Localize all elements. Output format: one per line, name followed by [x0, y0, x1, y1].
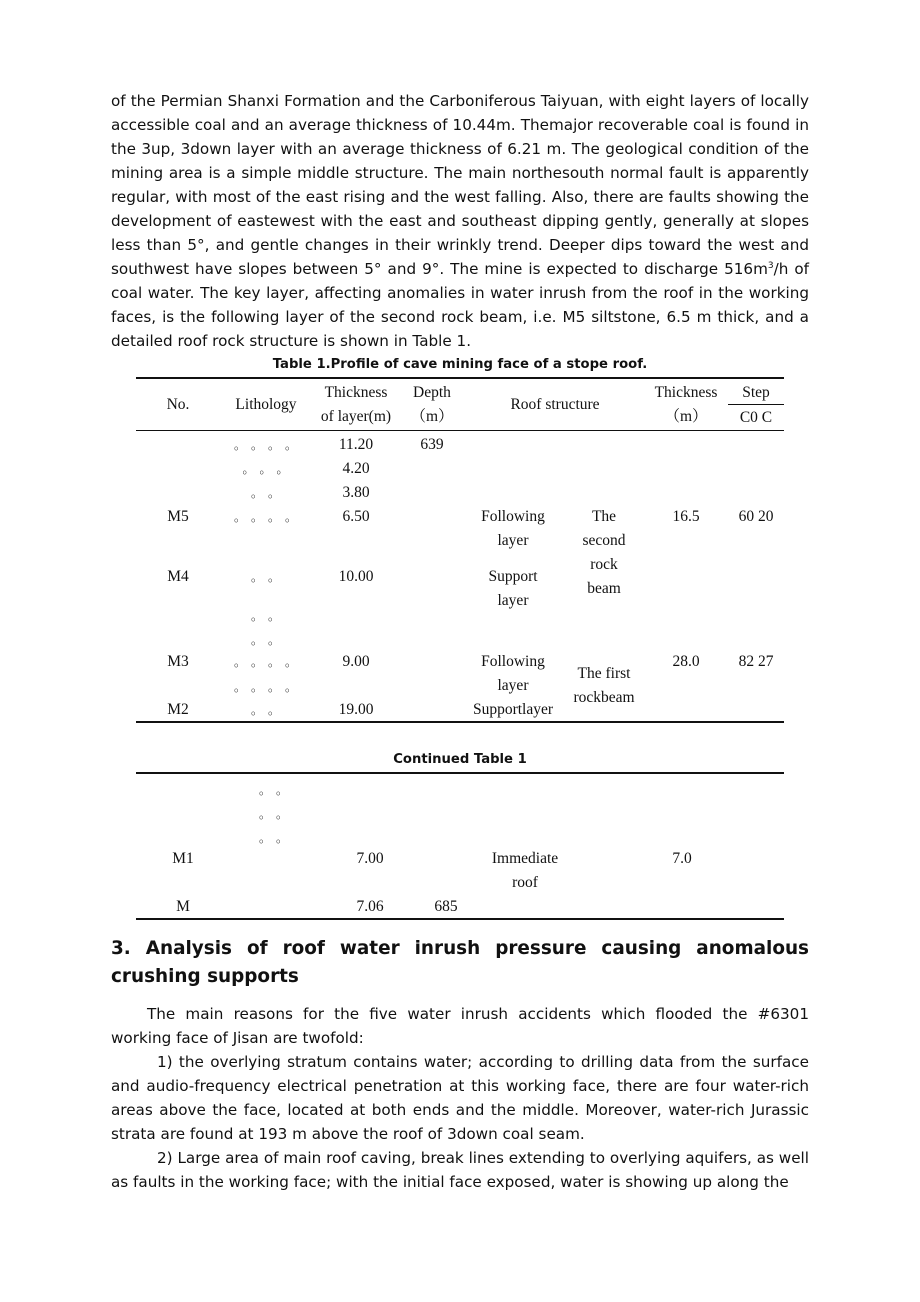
thickness-cell: 3.80: [342, 484, 370, 501]
roof-role: roof: [512, 874, 538, 891]
thickness-cell: 11.20: [338, 436, 374, 453]
rock-beam-label: second: [582, 532, 626, 549]
layer-number: M4: [167, 568, 189, 585]
roof-role: Following: [481, 508, 545, 525]
layer-number: M: [176, 898, 190, 915]
intro-text-b: /h of coal water. The key layer, affecting anomalies in water inrush from the roof in the working faces, is the following layer of the second rock beam, i.e. M5 siltstone, 6.5 m thick, and a detailed roof rock structure is shown in Table 1.: [111, 260, 809, 350]
lithology-symbol: 。 。: [250, 609, 281, 623]
total-thickness: 7.0: [672, 850, 692, 867]
thickness-cell: 9.00: [342, 653, 370, 670]
rock-beam-label: The: [591, 508, 617, 525]
lithology-symbol: 。 。 。 。: [233, 655, 298, 669]
layer-number: M2: [167, 701, 189, 718]
header-no: No.: [166, 396, 190, 413]
section3-paragraph-3: 2) Large area of main roof caving, break lines extending to overlying aquifers, as well as faults in the working face; with the initial face exposed, water is showing up along the: [111, 1149, 809, 1191]
table1-header-rule: [136, 430, 784, 431]
table1-cont-top-rule: [136, 772, 784, 774]
lithology-symbol: 。 。: [250, 570, 281, 584]
header-step-sub: C0 C: [739, 409, 773, 426]
header-depth-2: （m）: [410, 408, 454, 425]
rock-beam-label: rockbeam: [573, 689, 635, 706]
intro-paragraph: [111, 89, 809, 353]
roof-role: layer: [497, 677, 529, 694]
header-lithology: Lithology: [235, 396, 297, 413]
section3-paragraph-2: 1) the overlying stratum contains water; according to drilling data from the surface and audio-frequency electrical penetration at this working face, there are four water-rich areas above the face, located at both ends and the middle. Moreover, water-rich Jurassic strata are found at 193 m above the roof of 3down coal seam.: [111, 1053, 809, 1143]
header-step: Step: [742, 384, 770, 401]
header-thickness-layer-2: of layer(m): [320, 408, 392, 425]
header-roof-structure: Roof structure: [510, 396, 600, 413]
lithology-symbol: 。 。: [250, 703, 281, 717]
header-thickness-layer-1: Thickness: [324, 384, 388, 401]
intro-text-a: of the Permian Shanxi Formation and the Carboniferous Taiyuan, with eight layers of locally accessible coal and an average thickness of 10.44m. Themajor recoverable coal is found in the 3up, 3down layer with an average thickness of 6.21 m. The geological condition of the mining area is a simple middle structure. The main northesouth normal fault is apparently regular, with most of the east rising and the west falling. Also, there are faults showing the development of eastewest with the east and southeast dipping gently, generally at slopes less than 5°, and gentle changes in their wrinkly trend. Deeper dips toward the west and southwest have slopes between 5° and 9°. The mine is expected to discharge 516m: [111, 92, 809, 278]
depth-cell: 639: [420, 436, 444, 453]
layer-number: M5: [167, 508, 189, 525]
header-thickness-1: Thickness: [654, 384, 718, 401]
lithology-symbol: 。 。 。 。: [233, 510, 298, 524]
header-depth-1: Depth: [413, 384, 451, 401]
rock-beam-label: beam: [587, 580, 621, 597]
thickness-cell: 10.00: [338, 568, 374, 585]
step-value: 82 27: [738, 653, 774, 670]
thickness-cell: 7.00: [356, 850, 384, 867]
depth-cell: 685: [434, 898, 458, 915]
lithology-symbol: 。 。: [250, 633, 281, 647]
rock-beam-label: rock: [590, 556, 618, 573]
thickness-cell: 4.20: [342, 460, 370, 477]
total-thickness: 28.0: [672, 653, 700, 670]
roof-role: Supportlayer: [472, 701, 554, 718]
thickness-cell: 6.50: [342, 508, 370, 525]
table1-caption: Table 1.Profile of cave mining face of a stope roof.: [272, 357, 648, 372]
intro-superscript: 3: [767, 260, 774, 271]
lithology-symbol: 。 。: [250, 486, 281, 500]
roof-role: Support: [488, 568, 538, 585]
lithology-symbol: 。 。: [258, 783, 289, 797]
thickness-cell: 7.06: [356, 898, 384, 915]
lithology-symbol: 。 。: [258, 831, 289, 845]
lithology-symbol: 。 。 。 。: [233, 680, 298, 694]
header-thickness-2: （m）: [664, 408, 708, 425]
thickness-cell: 19.00: [338, 701, 374, 718]
lithology-symbol: 。 。 。 。: [233, 438, 298, 452]
section3-paragraph-1: The main reasons for the five water inrush accidents which flooded the #6301 working face of Jisan are twofold:: [111, 1005, 809, 1047]
roof-role: Following: [481, 653, 545, 670]
rock-beam-label: The first: [577, 665, 631, 682]
lithology-symbol: 。 。 。: [242, 462, 290, 476]
layer-number: M3: [167, 653, 189, 670]
section-heading: 3. Analysis of roof water inrush pressure causing anomalous crushing supports: [111, 938, 809, 987]
table1-top-rule: [136, 377, 784, 379]
roof-role: Immediate: [491, 850, 559, 867]
lithology-symbol: 。 。: [258, 807, 289, 821]
roof-role: layer: [497, 532, 529, 549]
total-thickness: 16.5: [672, 508, 700, 525]
layer-number: M1: [172, 850, 194, 867]
table1-cont-caption: Continued Table 1: [393, 752, 527, 767]
step-value: 60 20: [738, 508, 774, 525]
roof-role: layer: [497, 592, 529, 609]
